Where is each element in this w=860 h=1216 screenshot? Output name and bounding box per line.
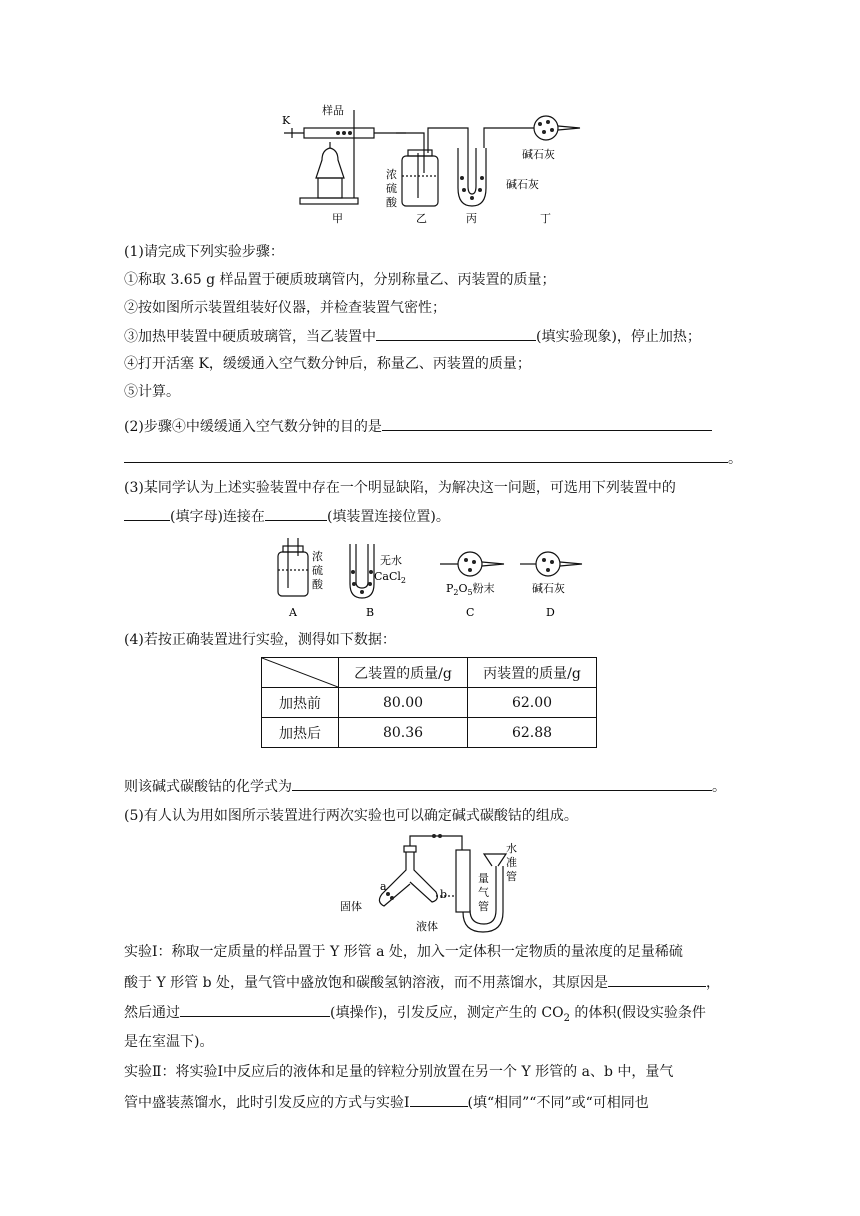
q2-line1: [124, 416, 712, 437]
answer-blank-q2b[interactable]: [124, 448, 728, 463]
q3-l2b: (填装置连接位置)。: [326, 509, 450, 525]
answer-blank-q2a[interactable]: [382, 416, 712, 431]
opt-a-label-3: 酸: [312, 578, 323, 591]
exp2-line2: [124, 1092, 649, 1113]
exp1-line1: 实验Ⅰ：称取一定质量的样品置于 Y 形管 a 处，加入一定体积一定物质的量浓度的足量稀硫: [124, 944, 683, 960]
opt-caption-b: B: [366, 606, 375, 619]
q4-end: 。: [712, 779, 726, 795]
label-acid-2: 硫: [386, 182, 397, 195]
q4-title: (4)若按正确装置进行实验，测得如下数据：: [124, 632, 396, 648]
exp1-line4: 是在室温下)。: [124, 1034, 214, 1050]
exp2-l2b: (填“相同”“不同”或“可相同也: [467, 1095, 649, 1111]
q3-line1: (3)某同学认为上述实验装置中存在一个明显缺陷，为解决这一问题，可选用下列装置中的: [124, 480, 676, 496]
row-label-before: 加热前: [262, 688, 339, 718]
q5-title: (5)有人认为用如图所示装置进行两次实验也可以确定碱式碳酸钴的组成。: [124, 808, 578, 824]
opt-b-label-2: CaCl$_2$: [374, 570, 407, 585]
gas-tube-label-3: 管: [478, 900, 489, 913]
q1-step1: ①称取 3.65 g 样品置于硬质玻璃管内，分别称量乙、丙装置的质量；: [124, 272, 556, 288]
q1-step3-a: ③加热甲装置中硬质玻璃管，当乙装置中: [124, 329, 376, 345]
exp2-line1: 实验Ⅱ：将实验Ⅰ中反应后的液体和足量的锌粒分别放置在另一个 Y 形管的 a、b 中，量气: [124, 1064, 674, 1080]
table-row: [262, 688, 597, 718]
q1-step5: ⑤计算。: [124, 384, 180, 400]
label-soda-lime-d: 碱石灰: [522, 148, 555, 161]
q1-step2: ②按如图所示装置组装好仪器，并检查装置气密性；: [124, 300, 446, 316]
water-tube-label-2: 准: [506, 856, 517, 869]
ytube-label-a: a: [380, 880, 387, 893]
caption-jia: 甲: [332, 212, 343, 225]
opt-c-label: $P_2O_5$粉末: [446, 582, 495, 597]
q2-line2: [124, 448, 742, 469]
q4-after: 则该碱式碳酸钴的化学式为: [124, 779, 292, 795]
exp1-l2b: ，: [706, 975, 721, 991]
opt-d-label: 碱石灰: [532, 582, 565, 595]
label-acid-3: 酸: [386, 196, 397, 209]
apparatus-figure-1: [278, 98, 588, 228]
answer-blank-q3b[interactable]: [265, 506, 327, 521]
q3-line2: [124, 506, 450, 527]
label-soda-lime-c: 碱石灰: [506, 178, 539, 191]
opt-a-label-1: 浓: [312, 550, 323, 563]
apparatus-figure-options: [270, 534, 590, 622]
gas-tube-label-1: 量: [478, 872, 489, 885]
exp1-l3c: 的体积(假设实验条件: [569, 1005, 706, 1021]
exp1-l3b: (填操作)，引发反应，测定产生的 CO: [330, 1005, 564, 1021]
opt-caption-d: D: [546, 606, 555, 619]
water-tube-label-1: 水: [506, 842, 517, 855]
answer-blank-q3a[interactable]: [124, 506, 170, 521]
table-header-bing: 丙装置的质量/g: [468, 658, 597, 688]
cell-bing-before: 62.00: [468, 688, 597, 718]
opt-caption-c: C: [466, 606, 475, 619]
q1-step3: [124, 326, 701, 347]
mass-data-table: [261, 657, 597, 748]
q1-step3-b: (填实验现象)，停止加热；: [536, 329, 701, 345]
q1-step4: ④打开活塞 K，缓缓通入空气数分钟后，称量乙、丙装置的质量；: [124, 356, 531, 372]
cell-yi-before: 80.00: [339, 688, 468, 718]
caption-yi: 乙: [416, 212, 427, 225]
opt-b-label-1: 无水: [380, 554, 402, 567]
cell-bing-after: 62.88: [468, 718, 597, 748]
exp1-l2a: 酸于 Y 形管 b 处，量气管中盛放饱和碳酸氢钠溶液，而不用蒸馏水，其原因是: [124, 975, 609, 991]
ytube-label-solid: 固体: [340, 900, 362, 913]
exp1-l3a: 然后通过: [124, 1005, 180, 1021]
water-tube-label-3: 管: [506, 870, 517, 883]
label-sample: 样品: [322, 104, 344, 117]
answer-blank-step3[interactable]: [376, 326, 536, 341]
apparatus-figure-ytube: [336, 832, 526, 940]
q4-answer-line: [124, 776, 726, 797]
co2-subscript: 2: [563, 1012, 570, 1024]
label-acid-1: 浓: [386, 168, 397, 181]
opt-a-label-2: 硫: [312, 564, 323, 577]
answer-blank-exp1a[interactable]: [608, 972, 706, 987]
caption-ding: 丁: [540, 212, 551, 225]
exp1-line2: [124, 972, 720, 993]
exp2-l2a: 管中盛装蒸馏水，此时引发反应的方式与实验Ⅰ: [124, 1095, 410, 1111]
q2-end: 。: [728, 451, 742, 467]
answer-blank-exp2[interactable]: [410, 1092, 468, 1107]
answer-blank-exp1b[interactable]: [180, 1002, 330, 1017]
opt-caption-a: A: [289, 606, 297, 619]
table-header-yi: 乙装置的质量/g: [339, 658, 468, 688]
q3-l2a: (填字母)连接在: [170, 509, 265, 525]
table-row: [262, 718, 597, 748]
caption-bing: 丙: [466, 212, 477, 225]
gas-tube-label-2: 气: [478, 886, 489, 899]
label-k: K: [282, 114, 291, 127]
answer-blank-q4[interactable]: [292, 776, 712, 791]
exp1-line3: [124, 1002, 706, 1029]
q1-title: (1)请完成下列实验步骤：: [124, 244, 284, 260]
ytube-label-b: b: [440, 888, 448, 901]
table-header-row: [262, 658, 597, 688]
table-diagonal-cell: [262, 658, 339, 688]
row-label-after: 加热后: [262, 718, 339, 748]
q2-text: (2)步骤④中缓缓通入空气数分钟的目的是: [124, 419, 382, 435]
ytube-label-liquid: 液体: [416, 920, 438, 933]
cell-yi-after: 80.36: [339, 718, 468, 748]
